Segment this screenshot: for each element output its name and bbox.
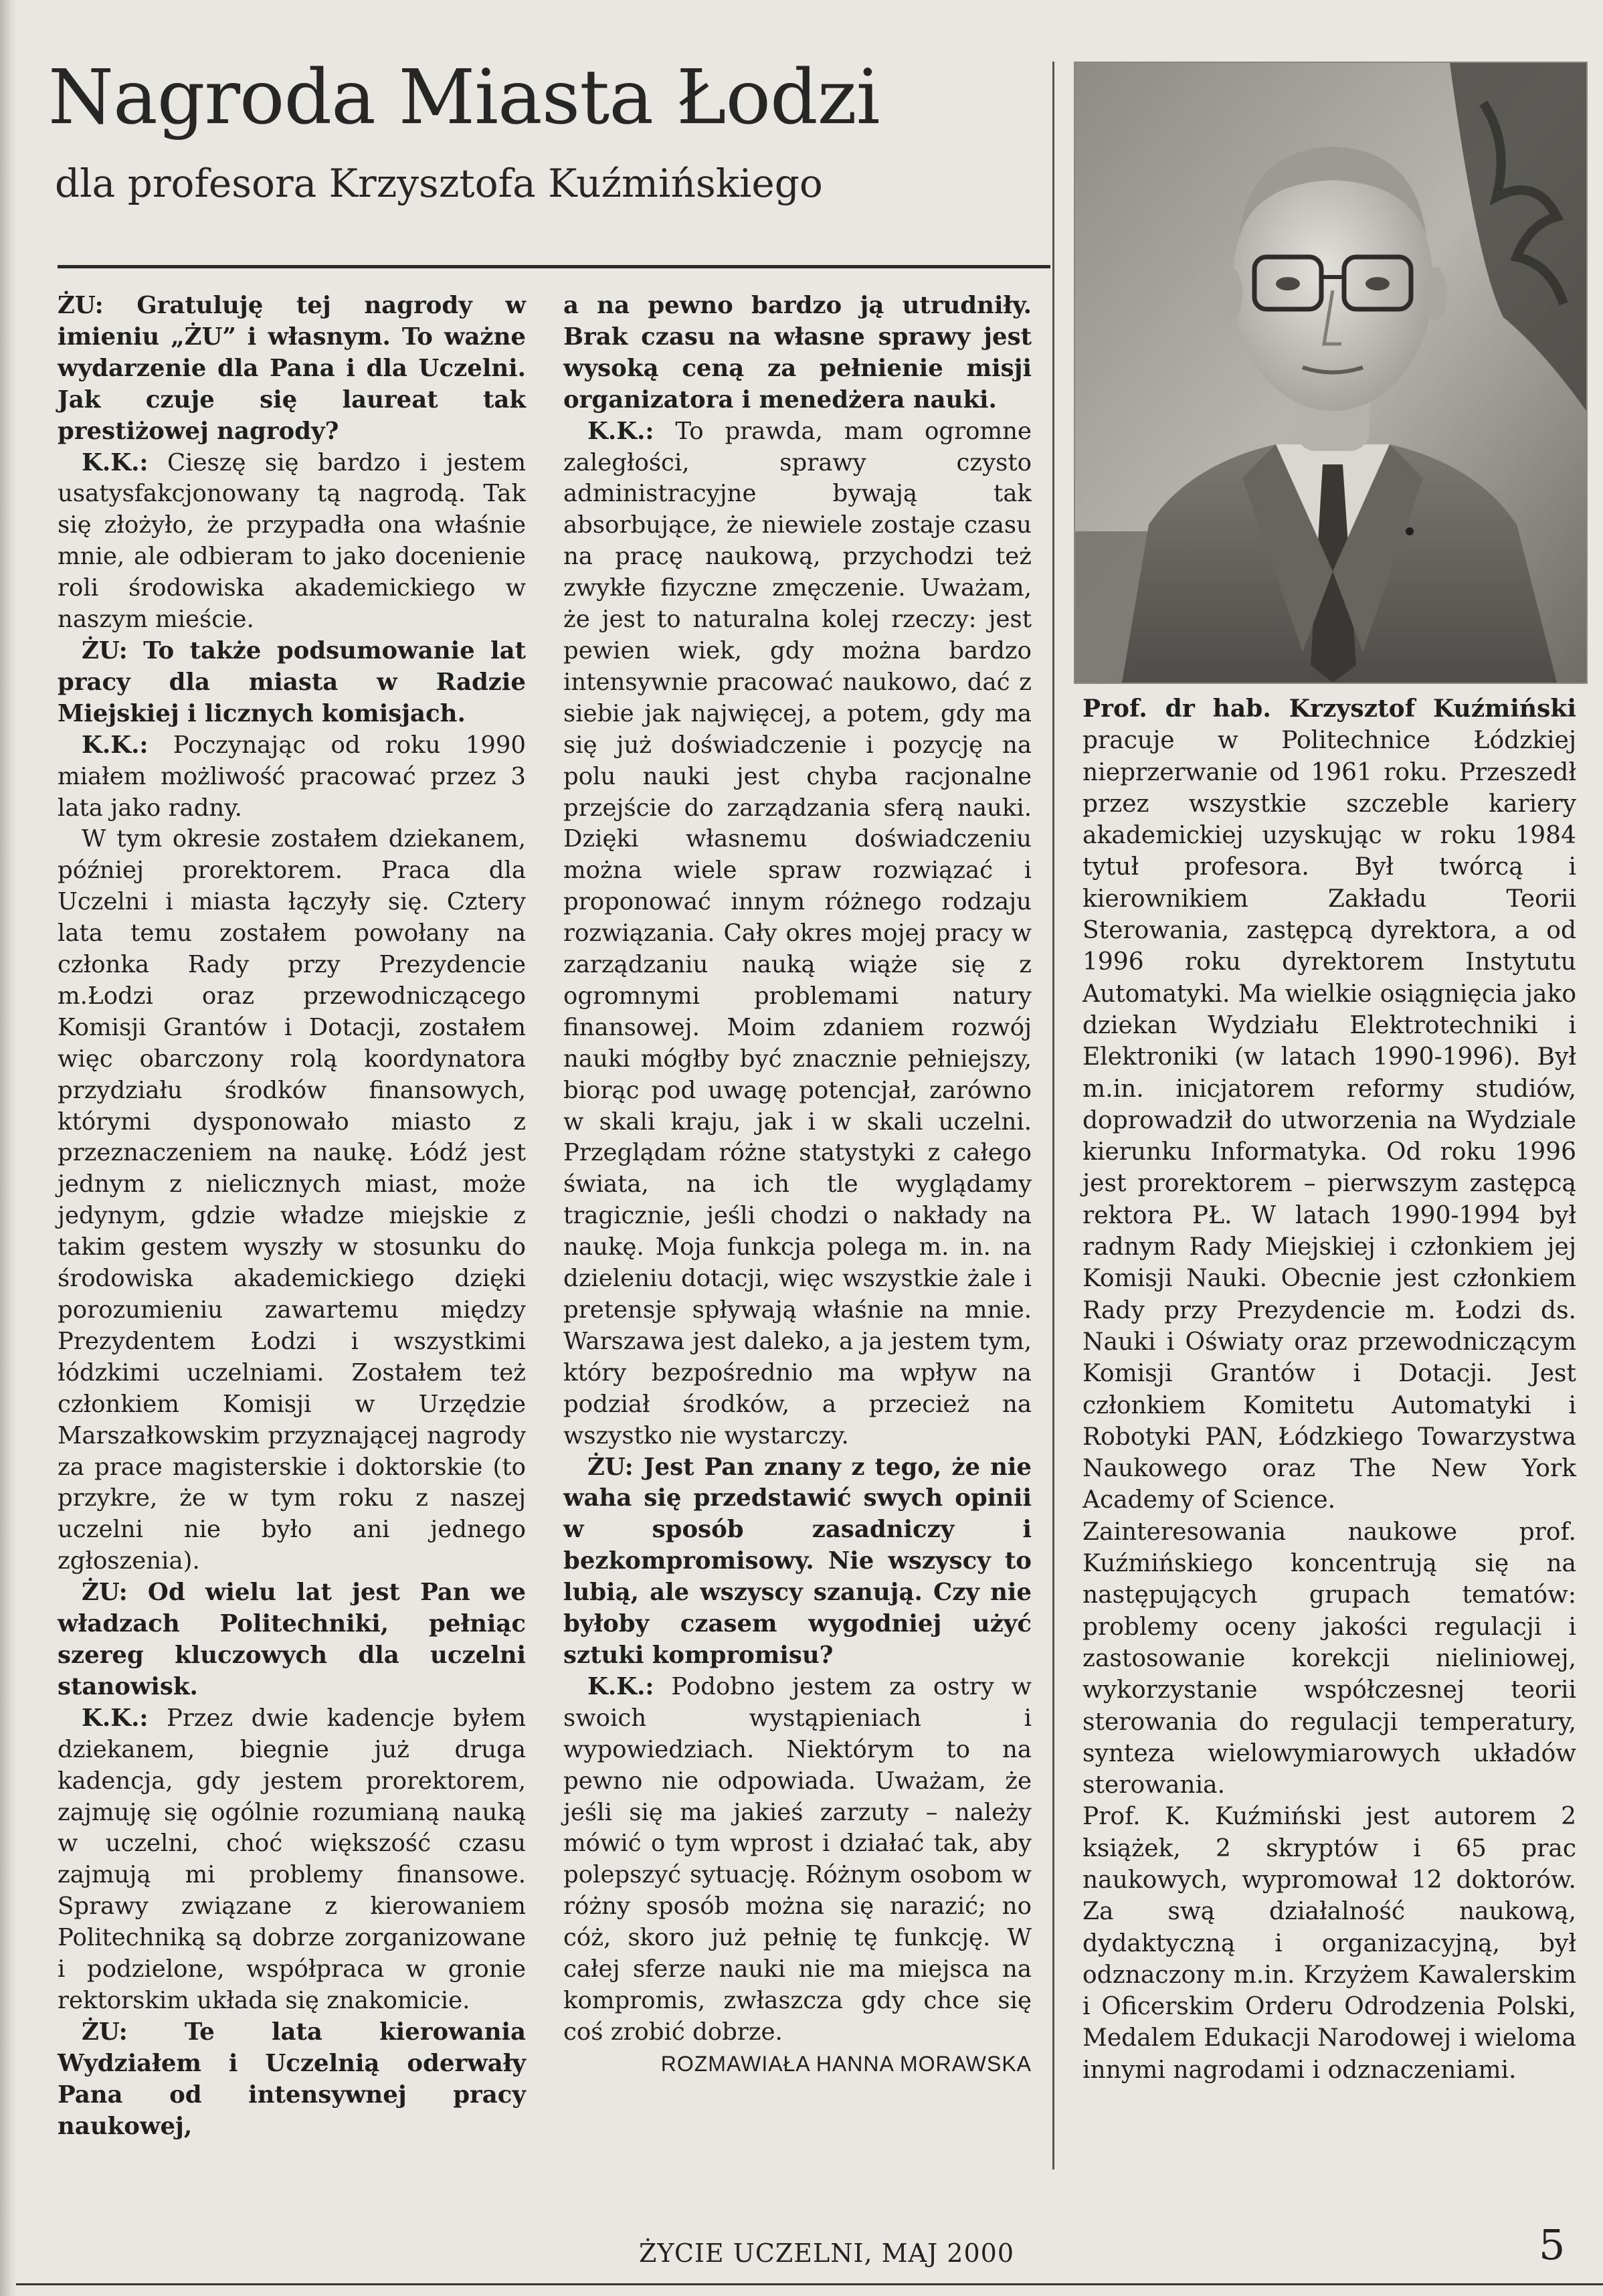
question: a na pewno bardzo ją utrudniły. Brak czasu na własne sprawy jest wysoką ceną za pełnienie misji organizatora i menedżera nauki. [563, 292, 1032, 414]
interview-column-1 [58, 290, 526, 2142]
footer-journal-name: ŻYCIE UCZELNI, MAJ 2000 [639, 2238, 1014, 2268]
paragraph-text: W tym okresie zostałem dziekanem, później prorektorem. Praca dla Uczelni i miasta łączyły się. Cztery lata temu zostałem powołany na członka Rady przy Prezydencie m.Łodzi oraz przewodniczącego Komisji Grantów i Dotacji, zostałem więc obarczony rolą koordynatora przydziału środków finansowych, którymi dysponowało miasto z przeznaczeniem na naukę. Łódź jest jednym z nielicznych miast, może jedynym, gdzie władze miejskie z takim gestem wyszły w stosunku do środowiska akademickiego dzięki porozumieniu zawartemu między Prezydentem Łodzi i wszystkimi łódzkimi uczelniami. Zostałem też członkiem Komisji w Urzędzie Marszałkowskim przyznającej nagrody za prace magisterskie i doktorskie (to przykre, że w tym roku z naszej uczelni nie było ani jednego zgłoszenia). [58, 825, 526, 1575]
speaker-label: K.K.: [82, 731, 149, 759]
question-text: ŻU: Jest Pan znany z tego, że nie waha się przedstawić swych opinii w sposób zasadniczy i bezkompromisowy. Nie wszyscy to lubią, ale wszyscy szanują. Czy nie byłoby czasem wygodniej użyć sztuki kompromisu? [563, 1453, 1032, 1669]
speaker-label: K.K.: [82, 1704, 149, 1732]
answer-text: To prawda, mam ogromne zaległości, sprawy czysto administracyjne bywają tak absorbujące, że niewiele zostaje czasu na pracę naukową, przychodzi też zwykłe fizyczne zmęczenie. Uważam, że jest to naturalna kolej rzeczy: jest pewien wiek, gdy można bardzo intensywnie pracować naukowo, dać z siebie jak najwięcej, a potem, gdy ma się już doświadczenie i pozycję na polu nauki jest chyba racjonalne przejście do zarządzania sferą nauki. Dzięki własnemu doświadczeniu można wiele spraw rozwiązać i proponować innym różnego rodzaju rozwiązania. Cały okres mojej pracy w zarządzaniu nauką wiąże się z ogromnymi problemami natury finansowej. Moim zdaniem rozwój nauki mógłby być znacznie pełniejszy, biorąc pod uwagę potencjał, zarówno w skali kraju, jak i w skali uczelni. Przeglądam różne statystyki z całego świata, na ich tle wyglądamy tragicznie, jeśli chodzi o nakłady na naukę. Moja funkcja polega m. in. na dzieleniu dotacji, więc wszystkie żale i pretensje spływają właśnie na mnie. Warszawa jest daleko, a ja jestem tym, który bezpośrednio ma wpływ na podział środków, a przecież na wszystko nie wystarczy. [563, 417, 1032, 1449]
footer-rule [16, 2283, 1603, 2285]
page-binding-edge [0, 0, 17, 2296]
speaker-label: K.K.: [587, 417, 654, 445]
bio-intro-text: pracuje w Politechnice Łódzkiej nieprzerwanie od 1961 roku. Przeszedł przez wszystkie szczeble kariery akademickiej uzyskując w roku 1984 tytuł profesora. Był twórcą i kierownikiem Zakładu Teorii Sterowania, zastępcą dyrektora, a od 1996 roku dyrektorem Instytutu Automatyki. Ma wielkie osiągnięcia jako dziekan Wydziału Elektrotechniki i Elektroniki (w latach 1990-1996). Był m.in. inicjatorem reformy studiów, doprowadził do utworzenia na Wydziale kierunku Informatyka. Od roku 1996 jest prorektorem – pierwszym zastępcą rektora PŁ. W latach 1990-1994 był radnym Rady Miejskiej i członkiem jej Komisji Nauki. Obecnie jest członkiem Rady przy Prezydencie m. Łodzi ds. Nauki i Oświaty oraz przewodniczącym Komisji Grantów i Dotacji. Jest członkiem Komitetu Automatyki i Robotyki PAN, Łódzkiego Towarzystwa Naukowego oraz The New York Academy of Science. [1082, 727, 1576, 1514]
bio-achievements: Prof. K. Kuźmiński jest autorem 2 książek, 2 skryptów i 65 prac naukowych, wypromował 12 doktorów. Za swą działalność naukową, dydaktyczną i organizacyjną, był odznaczony m.in. Krzyżem Kawalerskim i Oficerskim Orderu Odrodzenia Polski, Medalem Edukacji Narodowej i wieloma innymi nagrodami i odznaczeniami. [1082, 1803, 1576, 2084]
answer-text: Przez dwie kadencje byłem dziekanem, biegnie już druga kadencja, gdy jestem prorektorem, zajmuję się ogólnie rozumianą nauką w uczelni, choć większość czasu zajmują mi problemy finansowe. Sprawy związane z kierowaniem Politechniką są dobrze zorganizowane i podzielone, współpraca w gronie rektorskim układa się znakomicie. [58, 1704, 526, 2014]
paragraph [58, 824, 526, 1577]
question-text: ŻU: Te lata kierowania Wydziałem i Uczelnią oderwały Pana od intensywnej pracy naukowej, [58, 2018, 526, 2140]
column-divider [1052, 62, 1054, 2170]
article-headline: Nagroda Miasta Łodzi [48, 54, 880, 141]
headline-divider [58, 265, 1050, 268]
question [58, 2017, 526, 2143]
portrait-photo [1074, 62, 1588, 684]
footer-page-number: 5 [1539, 2220, 1566, 2269]
speaker-label: K.K.: [82, 448, 149, 476]
article-subheadline: dla profesora Krzysztofa Kuźmińskiego [55, 161, 823, 206]
interview-column-2 [563, 290, 1032, 2080]
question: ŻU: Gratuluję tej nagrody w imieniu „ŻU” i własnym. To ważne wydarzenie dla Pana i dla Uczelni. Jak czuje się laureat tak prestiżowej nagrody? [58, 292, 526, 445]
answer [58, 730, 526, 824]
interviewer-signature: ROZMAWIAŁA HANNA MORAWSKA [660, 2051, 1032, 2076]
portrait-illustration [1075, 63, 1586, 683]
answer-text: Poczynając od roku 1990 miałem możliwość pracować przez 3 lata jako radny. [58, 731, 526, 822]
answer [58, 1703, 526, 2017]
bio-column [1082, 693, 1576, 2086]
bio-name: Prof. dr hab. Krzysztof Kuźmiński [1082, 695, 1576, 723]
answer-text: Podobno jestem za ostry w swoich wystąpieniach i wypowiedziach. Niektórym to na pewno nie odpowiada. Uważam, że jeśli się ma jakieś zarzuty – należy mówić o tym wprost i działać tak, aby polepszyć sytuację. Różnym osobom w różny sposób można się narazić; no cóż, skoro już pełnię tę funkcję. W całej sferze nauki nie ma miejsca na kompromis, zwłaszcza gdy chce się coś zrobić dobrze. [563, 1672, 1032, 2046]
bio-interests: Zainteresowania naukowe prof. Kuźmińskiego koncentrują się na następujących grupach tematów: problemy oceny jakości regulacji i zastosowanie korekcji nieliniowej, wykorzystanie współczesnej teorii sterowania do regulacji temperatury, synteza wielowymiarowych układów sterowania. [1082, 1518, 1576, 1799]
question [563, 1452, 1032, 1672]
question [58, 1577, 526, 1703]
question-text: ŻU: To także podsumowanie lat pracy dla miasta w Radzie Miejskiej i licznych komisjach. [58, 636, 526, 727]
answer [58, 448, 526, 636]
speaker-label: K.K.: [587, 1672, 654, 1700]
answer [563, 1672, 1032, 2048]
question [58, 636, 526, 730]
bio-intro [1082, 693, 1576, 1516]
question-text: ŻU: Od wielu lat jest Pan we władzach Politechniki, pełniąc szereg kluczowych dla uczelni stanowisk. [58, 1579, 526, 1700]
answer [563, 416, 1032, 1452]
answer-text: Cieszę się bardzo i jestem usatysfakcjonowany tą nagrodą. Tak się złożyło, że przypadła ona właśnie mnie, ale odbieram to jako docenienie roli środowiska akademickiego w naszym mieście. [58, 448, 526, 634]
